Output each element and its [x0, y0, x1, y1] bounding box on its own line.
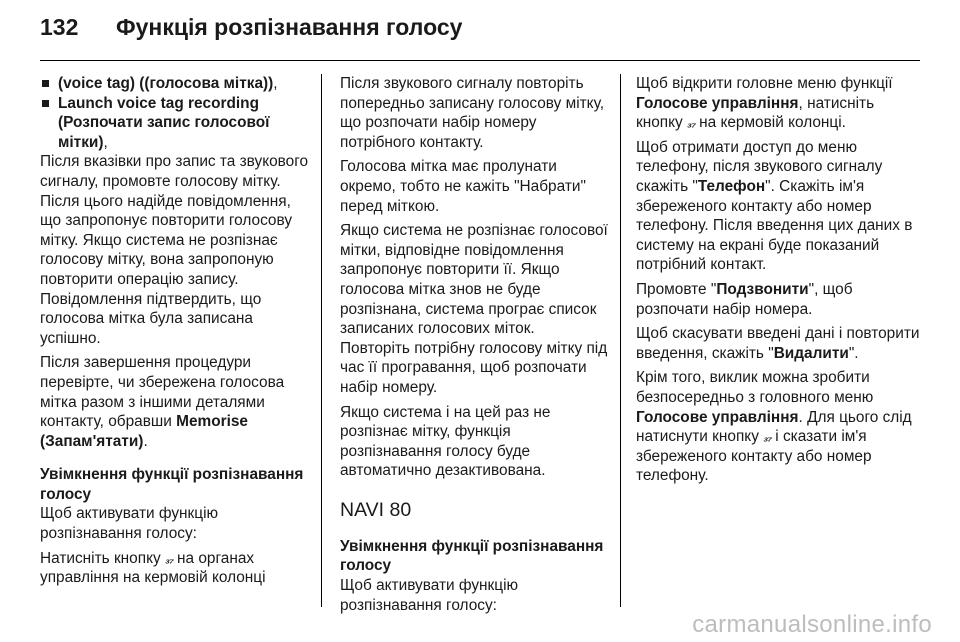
- paragraph: [636, 368, 920, 486]
- page-header: [40, 14, 462, 50]
- watermark: carmanualsonline.info: [692, 611, 932, 638]
- text: Промовте ": [636, 280, 717, 298]
- column-divider: [321, 74, 322, 607]
- option-list: [40, 74, 312, 152]
- text: . Для цього слід натиснути кнопку: [636, 408, 912, 446]
- header-rule: [40, 60, 920, 61]
- voice-button-icon: ₃₇: [687, 115, 695, 131]
- text: на кермовій колонці.: [694, 114, 846, 132]
- text: Крім того, виклик можна зробити безпосередньо з головного меню: [636, 369, 874, 406]
- text: .: [143, 432, 148, 450]
- paragraph: [636, 138, 920, 275]
- text: Натисніть кнопку: [40, 549, 165, 567]
- menu-option-voice-tag: (voice tag) ((голосова мітка)): [58, 75, 274, 92]
- text: і сказати ім'я збереженого контакту або номер телефону.: [636, 428, 872, 485]
- menu-option-memorise: Memorise (Запам'ятати): [40, 413, 248, 450]
- page-number: 132: [40, 14, 79, 40]
- paragraph: [40, 353, 312, 451]
- column-3: [636, 74, 920, 491]
- paragraph: Голосова мітка має пролунати окремо, тобто не кажіть "Набрати" перед міткою.: [340, 158, 586, 215]
- text: Щоб відкрити головне меню функції: [636, 75, 893, 92]
- paragraph: Якщо система не розпізнає голосової мітки, відповідне повідомлення запропонує повторити її. Якщо голосова мітка знов не буде розпізнана, система програє список записаних голосових міток. Повторіть потрібну голосову мітку під час її програвання, щоб розпочати набір номеру.: [340, 222, 608, 396]
- command-delete: Видалити: [773, 344, 849, 362]
- list-item: [40, 94, 312, 153]
- text: ".: [848, 344, 859, 362]
- paragraph: Якщо система і на цей раз не розпізнає мітку, функція розпізнавання голосу буде автоматично дезактивована.: [340, 403, 551, 480]
- menu-option-launch-recording: Launch voice tag recording (Розпочати запис голосової мітки): [58, 94, 270, 151]
- column-1: [40, 74, 312, 593]
- command-call: Подзвонити: [716, 280, 809, 298]
- text: Щоб отримати доступ до меню телефону, після звукового сигналу скажіть ": [636, 138, 883, 195]
- text: ", щоб розпочати набір номера.: [636, 280, 853, 318]
- paragraph: Щоб активувати функцію розпізнавання голосу:: [340, 577, 519, 614]
- list-item: [40, 74, 312, 94]
- page-title: Функція розпізнавання голосу: [116, 14, 463, 40]
- paragraph: [636, 280, 920, 319]
- voice-button-icon: ₃₇: [164, 550, 173, 566]
- paragraph: Щоб активувати функцію розпізнавання голосу:: [40, 505, 219, 543]
- paragraph: [40, 549, 312, 588]
- subheading: Увімкнення функції розпізнавання голосу: [340, 537, 604, 575]
- subheading: Увімкнення функції розпізнавання голосу: [40, 466, 304, 503]
- text: Щоб скасувати введені дані і повторити введення, скажіть ": [636, 325, 920, 362]
- menu-option-voice-control: Голосове управління: [636, 408, 799, 426]
- paragraph: Після вказівки про запис та звукового сигналу, промовте голосову мітку. Після цього надійде повідомлення, що запропонує повторити голосову мітку. Якщо система не розпізнає голосову мітку, вона запропоную повторити операцію запису. Повідомлення підтвердить, що голосова мітка була записана успішно.: [40, 153, 309, 347]
- voice-button-icon: ₃₇: [763, 429, 771, 445]
- paragraph: [636, 324, 920, 363]
- menu-option-voice-control: Голосове управління: [636, 94, 799, 112]
- paragraph: Після звукового сигналу повторіть попередньо записану голосову мітку, що розпочати набір номеру потрібного контакту.: [340, 75, 605, 151]
- punctuation: ,: [273, 75, 278, 92]
- paragraph: [636, 74, 920, 133]
- text: на органах управління на кермовій колонці: [40, 549, 266, 587]
- text: ". Скажіть ім'я збереженого контакту або номер телефону. Після введення цих даних в систему на екрані буде показаний потрібний контакт.: [636, 177, 913, 274]
- text: , натисніть кнопку: [636, 94, 875, 132]
- section-title: NAVI 80: [340, 498, 412, 521]
- column-2: [340, 74, 608, 620]
- column-divider: [620, 74, 621, 607]
- command-phone: Телефон: [697, 177, 766, 195]
- text: Після завершення процедури перевірте, чи збережена голосова мітка разом з іншими деталями контакту, обравши: [40, 354, 285, 431]
- punctuation: ,: [103, 133, 108, 151]
